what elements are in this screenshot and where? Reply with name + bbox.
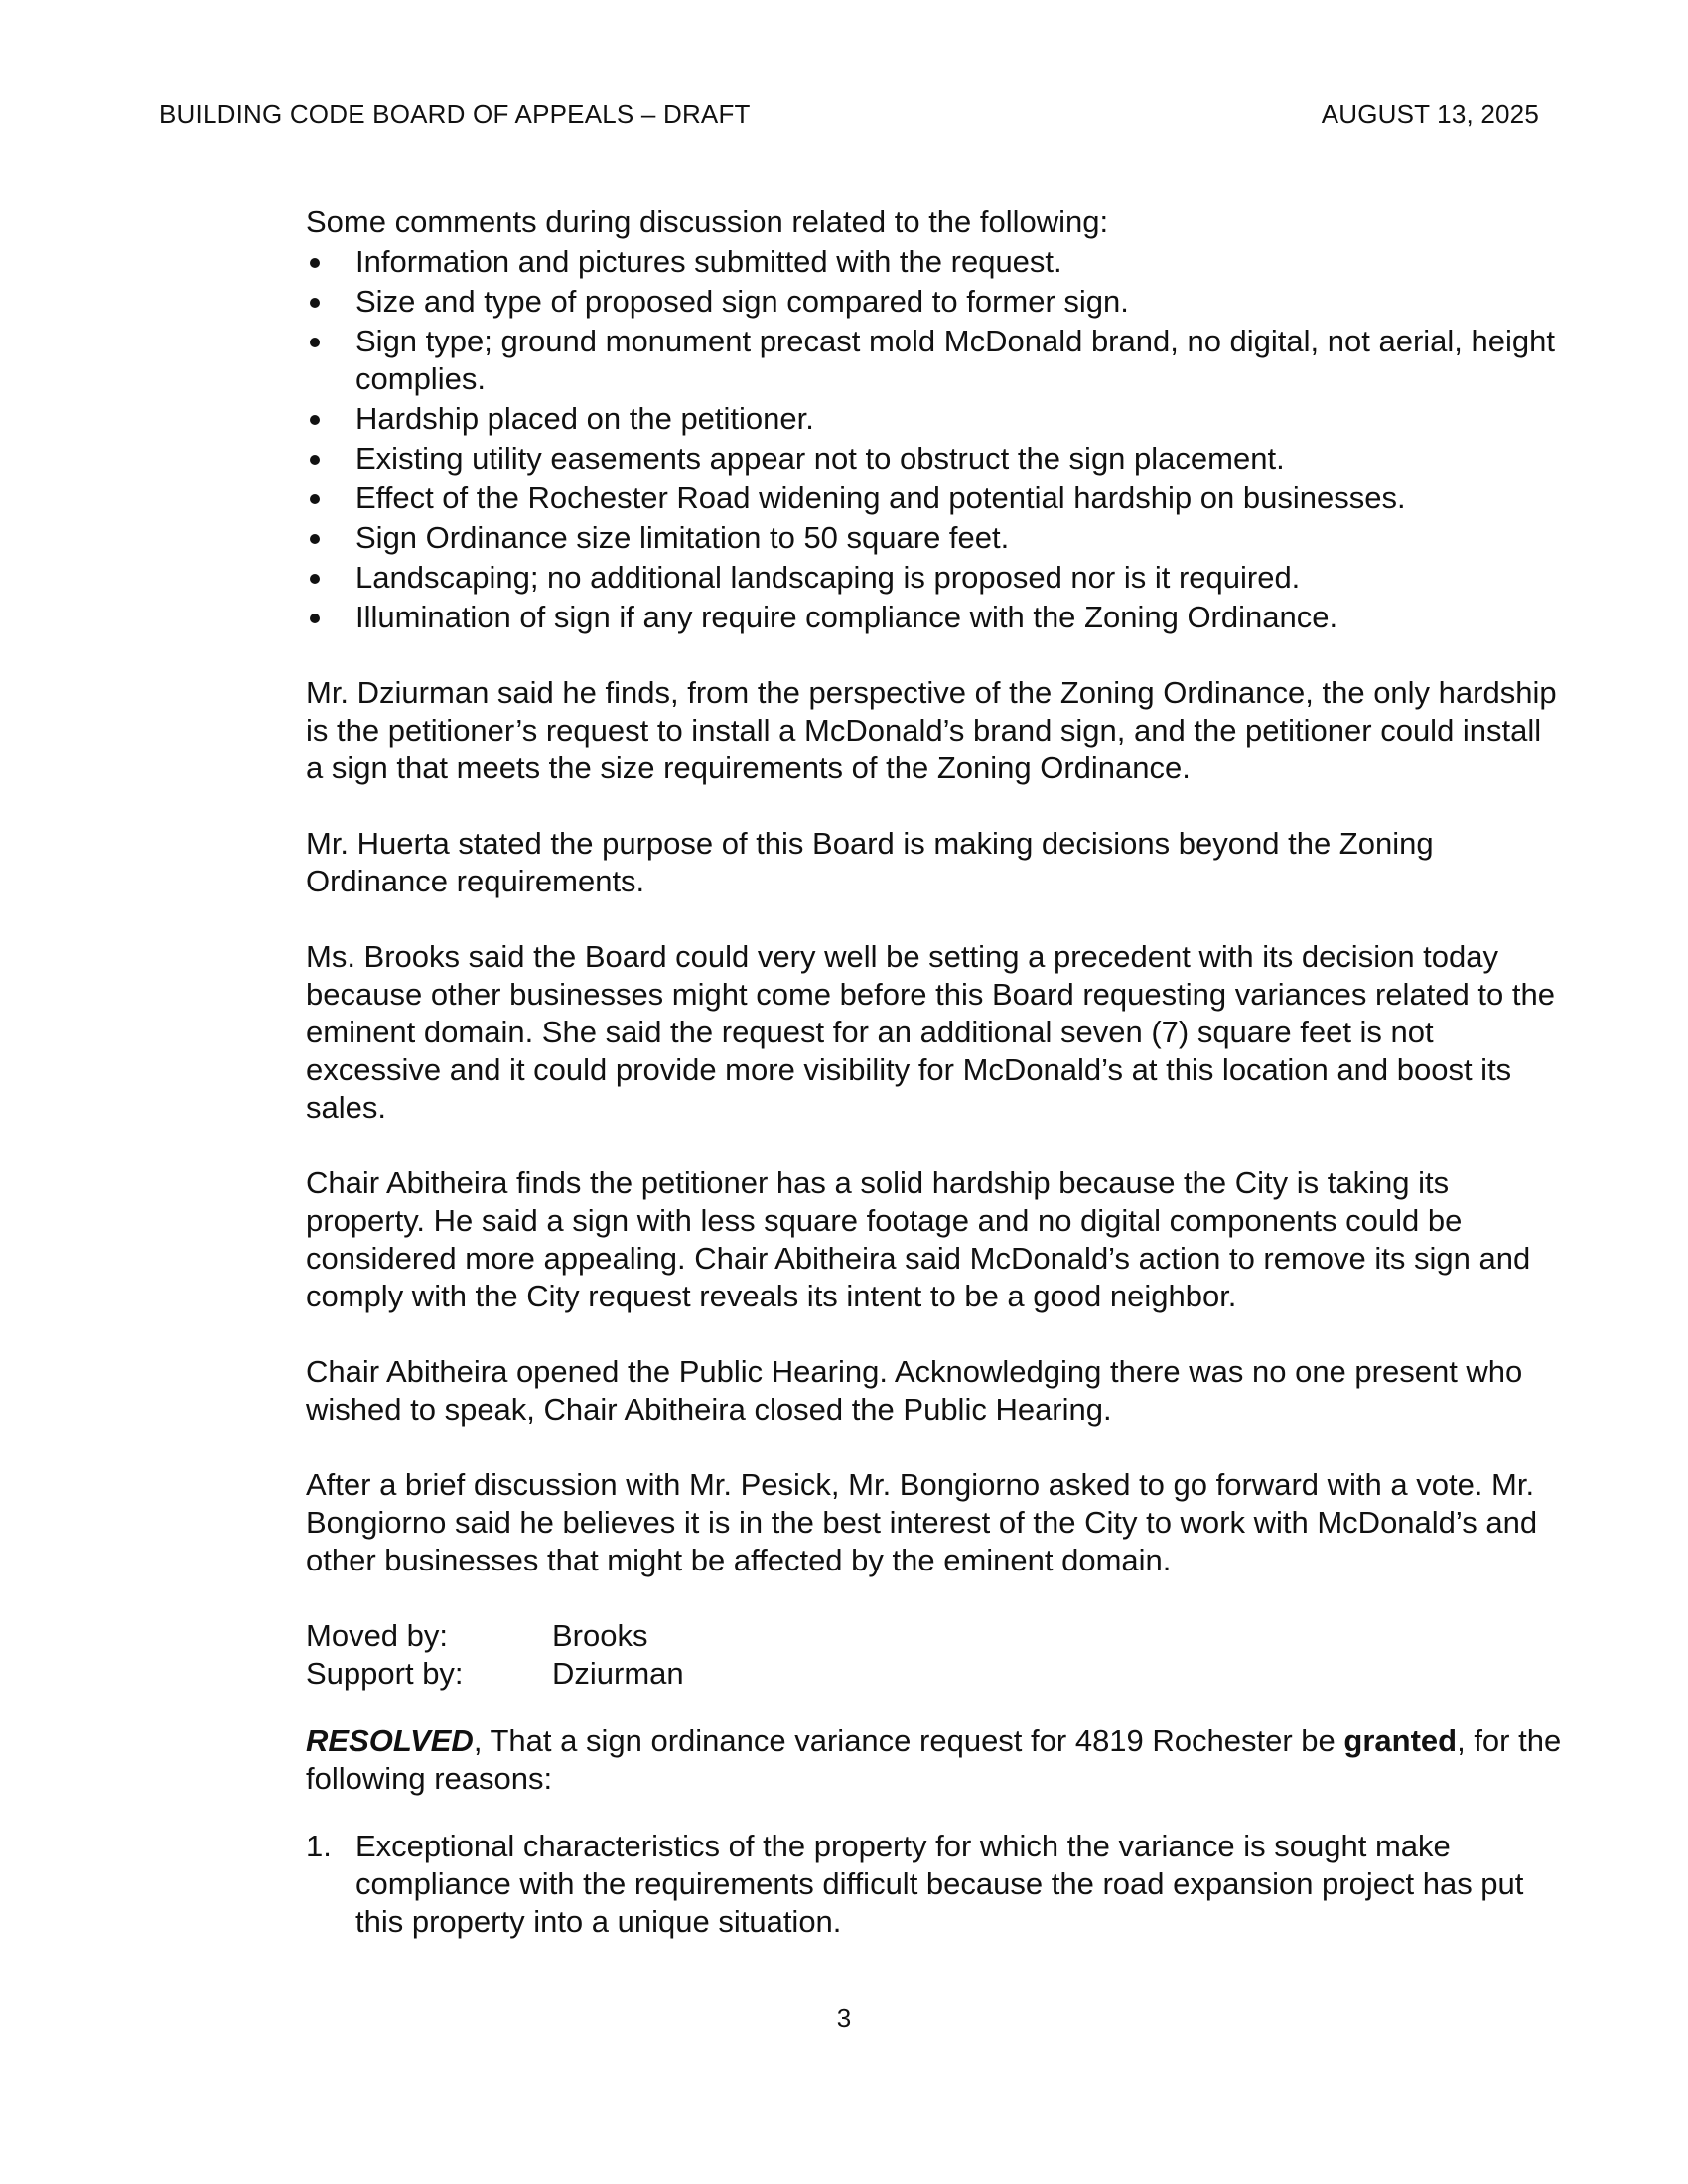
list-item-text: Illumination of sign if any require compliance with the Zoning Ordinance. xyxy=(355,600,1338,634)
motion-block xyxy=(306,1617,1562,1693)
bullet-icon xyxy=(310,258,320,268)
list-item-text: Size and type of proposed sign compared to former sign. xyxy=(355,284,1129,319)
bullet-icon xyxy=(310,534,320,544)
moved-by-row xyxy=(306,1617,1562,1655)
public-hearing-statement: Chair Abitheira opened the Public Hearing. Acknowledging there was no one present who wished to speak, Chair Abitheira closed the Public Hearing. xyxy=(306,1354,1523,1427)
page-header xyxy=(159,99,1539,133)
list-item-text: Landscaping; no additional landscaping is proposed nor is it required. xyxy=(355,560,1301,595)
resolution-granted: granted xyxy=(1343,1723,1458,1758)
header-date: AUGUST 13, 2025 xyxy=(1321,99,1539,129)
reason-number: 1. xyxy=(306,1829,332,1863)
list-item xyxy=(306,283,1562,321)
list-item-text: Existing utility easements appear not to obstruct the sign placement. xyxy=(355,441,1285,476)
list-item-text: Hardship placed on the petitioner. xyxy=(355,401,814,436)
list-item xyxy=(306,479,1562,517)
bullet-icon xyxy=(310,614,320,623)
huerta-statement: Mr. Huerta stated the purpose of this Board is making decisions beyond the Zoning Ordinance requirements. xyxy=(306,826,1434,898)
chair-statement: Chair Abitheira finds the petitioner has a solid hardship because the City is taking its property. He said a sign with less square footage and no digital components could be considered more appealing. Chair Abitheira said McDonald’s action to remove its sign and comply with the City request reveals its intent to be a good neighbor. xyxy=(306,1165,1531,1313)
list-item-text: Effect of the Rochester Road widening and potential hardship on businesses. xyxy=(355,480,1406,515)
list-item xyxy=(306,440,1562,478)
resolution xyxy=(306,1722,1562,1798)
reason-text: Exceptional characteristics of the property for which the variance is sought make compliance with the requirements difficult because the road expansion project has put this property into a unique situation. xyxy=(355,1829,1524,1939)
list-item xyxy=(306,559,1562,597)
moved-by-value: Brooks xyxy=(552,1618,648,1653)
reasons-list xyxy=(306,1828,1562,1941)
list-item xyxy=(306,1828,1562,1941)
bullet-icon xyxy=(310,298,320,308)
bullet-icon xyxy=(310,415,320,425)
brooks-statement: Ms. Brooks said the Board could very well be setting a precedent with its decision today because other businesses might come before this Board requesting variances related to the eminent domain. She said the request for an additional seven (7) square feet is not excessive and it could provide more visibility for McDonald’s at this location and boost its sales. xyxy=(306,939,1555,1125)
header-title: BUILDING CODE BOARD OF APPEALS – DRAFT xyxy=(159,99,751,129)
bullet-icon xyxy=(310,494,320,504)
list-item xyxy=(306,323,1562,398)
minutes-body xyxy=(306,204,1562,1941)
resolution-text-after: , for the following reasons: xyxy=(306,1723,1562,1796)
dziurman-statement: Mr. Dziurman said he finds, from the perspective of the Zoning Ordinance, the only hardship is the petitioner’s request to install a McDonald’s brand sign, and the petitioner could install a sign that meets the size requirements of the Zoning Ordinance. xyxy=(306,675,1557,785)
resolution-text-before: , That a sign ordinance variance request for 4819 Rochester be xyxy=(473,1723,1344,1758)
list-item xyxy=(306,599,1562,636)
support-by-label: Support by: xyxy=(306,1656,464,1691)
support-by-row xyxy=(306,1655,1562,1693)
list-item-text: Sign Ordinance size limitation to 50 square feet. xyxy=(355,520,1010,555)
bullet-icon xyxy=(310,574,320,584)
list-item xyxy=(306,243,1562,281)
list-item xyxy=(306,400,1562,438)
discussion-list xyxy=(306,243,1562,636)
list-item-text: Information and pictures submitted with the request. xyxy=(355,244,1062,279)
list-item-text: Sign type; ground monument precast mold McDonald brand, no digital, not aerial, height complies. xyxy=(355,324,1555,396)
bongiorno-statement: After a brief discussion with Mr. Pesick, Mr. Bongiorno asked to go forward with a vote. Mr. Bongiorno said he believes it is in the best interest of the City to work with McDonald’s and other businesses that might be affected by the eminent domain. xyxy=(306,1467,1538,1577)
bullet-icon xyxy=(310,455,320,465)
discussion-intro: Some comments during discussion related to the following: xyxy=(306,205,1109,239)
moved-by-label: Moved by: xyxy=(306,1618,449,1653)
page-number: 3 xyxy=(836,2003,852,2033)
list-item xyxy=(306,519,1562,557)
resolved-keyword: RESOLVED xyxy=(306,1723,474,1758)
bullet-icon xyxy=(310,338,320,347)
support-by-value: Dziurman xyxy=(552,1656,684,1691)
